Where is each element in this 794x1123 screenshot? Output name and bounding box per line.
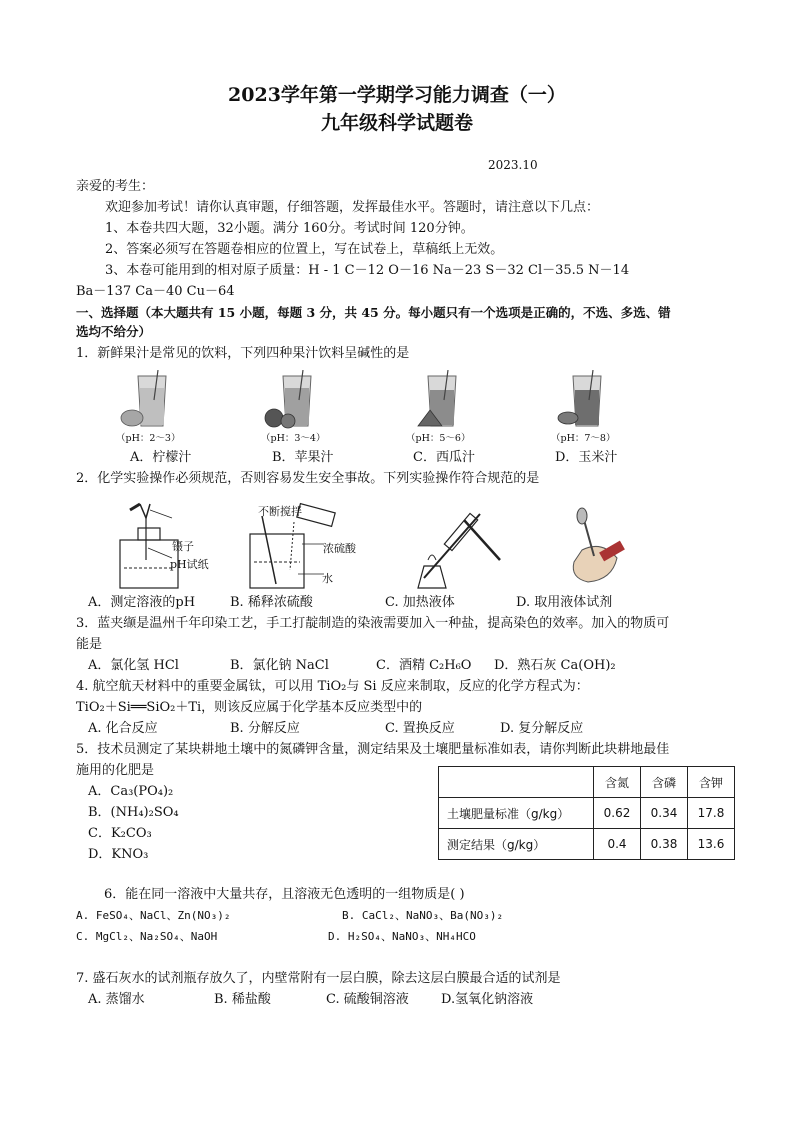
table-cell: 0.38 bbox=[641, 829, 688, 860]
rule-3-cont: Ba－137 Ca－40 Cu－64 bbox=[76, 284, 235, 299]
q4-option-a: A. 化合反应 bbox=[88, 721, 158, 736]
label-stir: 不断搅拌 bbox=[258, 505, 302, 518]
q5-option-d: D．KNO₃ bbox=[88, 847, 149, 862]
watermelon-juice-glass-icon bbox=[418, 370, 456, 426]
q4-option-c: C. 置换反应 bbox=[385, 721, 455, 736]
q5-option-a: A．Ca₃(PO₄)₂ bbox=[88, 784, 174, 799]
table-cell: 0.4 bbox=[594, 829, 641, 860]
table-header-cell bbox=[439, 767, 594, 798]
q5-stem-cont: 施用的化肥是 bbox=[76, 763, 155, 778]
welcome-text: 欢迎参加考试！请你认真审题，仔细答题，发挥最佳水平。答题时，请注意以下几点： bbox=[105, 200, 600, 215]
q7-option-d: D.氢氧化钠溶液 bbox=[441, 992, 534, 1007]
table-cell: 13.6 bbox=[688, 829, 735, 860]
q2-option-a: A．测定溶液的pH bbox=[88, 595, 196, 610]
q6-option-d: D. H₂SO₄、NaNO₃、NH₄HCO bbox=[328, 930, 476, 943]
q2-option-d: D. 取用液体试剂 bbox=[516, 595, 613, 610]
dropper-hand-icon bbox=[573, 508, 625, 582]
section-1-heading: 一、选择题（本大题共有 15 小题，每题 3 分，共 45 分。每小题只有一个选项是正确的，不选、多选、错 bbox=[76, 305, 671, 320]
q7-option-c: C. 硫酸铜溶液 bbox=[326, 992, 409, 1007]
q1-ph-d: （pH：7～8） bbox=[551, 433, 616, 444]
table-cell: 测定结果（g/kg） bbox=[439, 829, 594, 860]
table-header-cell: 含钾 bbox=[688, 767, 735, 798]
q1-option-a: A．柠檬汁 bbox=[130, 450, 192, 465]
heating-liquid-apparatus-icon bbox=[418, 513, 500, 588]
q4-option-d: D. 复分解反应 bbox=[500, 721, 584, 736]
q1-option-d: D．玉米汁 bbox=[555, 450, 618, 465]
apple-juice-glass-icon bbox=[265, 370, 311, 428]
q1-stem: 1．新鲜果汁是常见的饮料，下列四种果汁饮料呈碱性的是 bbox=[76, 346, 410, 361]
q3-option-d: D．熟石灰 Ca(OH)₂ bbox=[494, 658, 616, 673]
q1-option-c: C．西瓜汁 bbox=[413, 450, 475, 465]
q7-option-b: B. 稀盐酸 bbox=[214, 992, 271, 1007]
q1-option-b: B．苹果汁 bbox=[272, 450, 334, 465]
table-cell: 0.34 bbox=[641, 798, 688, 829]
q1-ph-a: （pH：2～3） bbox=[116, 433, 181, 444]
greeting: 亲爱的考生： bbox=[76, 179, 155, 194]
table-header-cell: 含氮 bbox=[594, 767, 641, 798]
q5-stem: 5．技术员测定了某块耕地土壤中的氮磷钾含量，测定结果及土壤肥量标准如表，请你判断此块耕地最佳 bbox=[76, 742, 670, 757]
q6-option-a: A. FeSO₄、NaCl、Zn(NO₃)₂ bbox=[76, 909, 231, 922]
section-1-heading-cont: 选均不给分） bbox=[76, 324, 152, 339]
q2-option-c: C. 加热液体 bbox=[385, 595, 455, 610]
q7-stem: 7. 盛石灰水的试剂瓶存放久了，内壁常附有一层白膜，除去这层白膜最合适的试剂是 bbox=[76, 971, 561, 986]
lemon-juice-glass-icon bbox=[121, 370, 166, 426]
table-row bbox=[439, 829, 735, 860]
q6-option-b: B. CaCl₂、NaNO₃、Ba(NO₃)₂ bbox=[342, 909, 504, 922]
q6-stem: 6．能在同一溶液中大量共存，且溶液无色透明的一组物质是( ) bbox=[104, 887, 465, 902]
soil-nutrient-table bbox=[438, 766, 735, 860]
label-ph-paper: pH试纸 bbox=[170, 558, 209, 571]
q7-option-a: A. 蒸馏水 bbox=[88, 992, 145, 1007]
q2-stem: 2．化学实验操作必须规范，否则容易发生安全事故。下列实验操作符合规范的是 bbox=[76, 471, 540, 486]
rule-2: 2、答案必须写在答题卷相应的位置上，写在试卷上，草稿纸上无效。 bbox=[105, 242, 504, 257]
rule-1: 1、本卷共四大题，32小题。满分 160分。考试时间 120分钟。 bbox=[105, 221, 474, 236]
label-water: 水 bbox=[322, 572, 333, 585]
q4-stem: 4. 航空航天材料中的重要金属钛，可以用 TiO₂与 Si 反应来制取，反应的化学方程式为： bbox=[76, 679, 589, 694]
label-acid: 浓硫酸 bbox=[323, 542, 356, 555]
q3-stem-cont: 能是 bbox=[76, 637, 103, 652]
rule-3: 3、本卷可能用到的相对原子质量：H - 1 C－12 O－16 Na－23 S－32 Cl－35.5 N－14 bbox=[105, 263, 630, 278]
q3-option-c: C．酒精 C₂H₆O bbox=[376, 658, 472, 673]
q6-option-c: C. MgCl₂、Na₂SO₄、NaOH bbox=[76, 930, 218, 943]
table-row bbox=[439, 798, 735, 829]
table-header-cell: 含磷 bbox=[641, 767, 688, 798]
q2-option-b: B. 稀释浓硫酸 bbox=[230, 595, 313, 610]
table-cell: 土壤肥量标准（g/kg） bbox=[439, 798, 594, 829]
table-cell: 17.8 bbox=[688, 798, 735, 829]
q3-option-b: B．氯化钠 NaCl bbox=[230, 658, 329, 673]
q1-ph-b: （pH：3～4） bbox=[261, 433, 326, 444]
exam-subtitle: 九年级科学试题卷 bbox=[320, 112, 473, 134]
q5-option-b: B．(NH₄)₂SO₄ bbox=[88, 805, 179, 820]
q4-option-b: B. 分解反应 bbox=[230, 721, 300, 736]
q1-ph-c: （pH：5～6） bbox=[406, 433, 471, 444]
q5-option-c: C．K₂CO₃ bbox=[88, 826, 152, 841]
exam-title: 2023学年第一学期学习能力调查（一） bbox=[228, 84, 566, 106]
exam-date: 2023.10 bbox=[488, 158, 538, 172]
table-cell: 0.62 bbox=[594, 798, 641, 829]
q3-option-a: A．氯化氢 HCl bbox=[88, 658, 179, 673]
label-tweezers: 镊子 bbox=[172, 540, 194, 553]
corn-juice-glass-icon bbox=[558, 370, 601, 426]
q4-equation: TiO₂＋Si══SiO₂＋Ti，则该反应属于化学基本反应类型中的 bbox=[76, 700, 423, 715]
ph-test-apparatus-icon bbox=[120, 504, 178, 588]
table-header-row bbox=[439, 767, 735, 798]
juice-glasses-figure bbox=[110, 370, 650, 430]
q3-stem: 3．蓝夹缬是温州千年印染工艺，手工打靛制造的染液需要加入一种盐，提高染色的效率。加入的物质可 bbox=[76, 616, 670, 631]
